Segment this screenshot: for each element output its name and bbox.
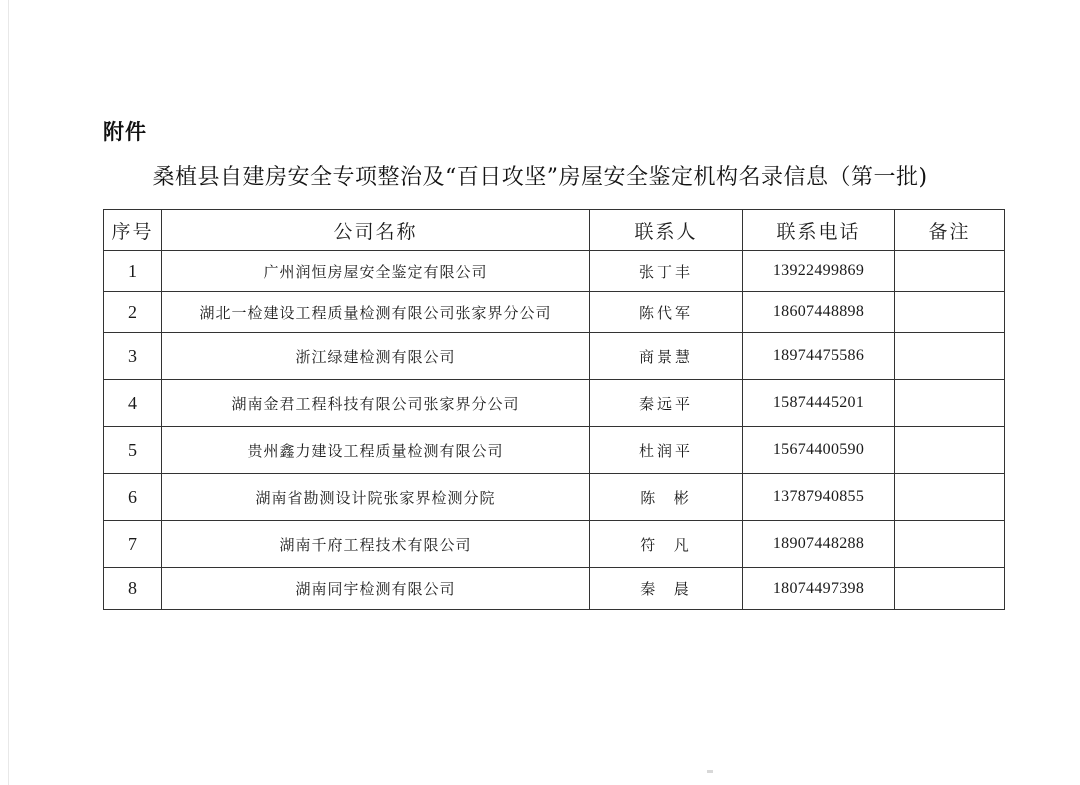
row-remark: [895, 380, 1005, 427]
agency-registry-table: [103, 209, 1005, 610]
table-row: [104, 251, 1005, 292]
row-contact: 张丁丰: [590, 251, 743, 292]
header-contact: 联系人: [590, 210, 743, 251]
row-seq: 8: [104, 568, 162, 610]
scan-edge-line: [8, 0, 9, 785]
row-phone: 18074497398: [743, 568, 895, 610]
table-row: [104, 474, 1005, 521]
header-phone: 联系电话: [743, 210, 895, 251]
row-company: 湖南同宇检测有限公司: [162, 568, 590, 610]
row-company: 广州润恒房屋安全鉴定有限公司: [162, 251, 590, 292]
row-company: 贵州鑫力建设工程质量检测有限公司: [162, 427, 590, 474]
header-seq: 序号: [104, 210, 162, 251]
row-remark: [895, 292, 1005, 333]
document-title: 桑植县自建房安全专项整治及“百日攻坚”房屋安全鉴定机构名录信息（第一批): [152, 165, 928, 190]
row-remark: [895, 251, 1005, 292]
row-phone: 18607448898: [743, 292, 895, 333]
row-seq: 7: [104, 521, 162, 568]
table-header-row: [104, 210, 1005, 251]
row-contact: 商景慧: [590, 333, 743, 380]
table-row: [104, 333, 1005, 380]
row-seq: 3: [104, 333, 162, 380]
scan-artifact: [707, 770, 713, 773]
row-remark: [895, 521, 1005, 568]
row-contact: 杜润平: [590, 427, 743, 474]
header-remark: 备注: [895, 210, 1005, 251]
row-seq: 6: [104, 474, 162, 521]
row-seq: 1: [104, 251, 162, 292]
row-phone: 18974475586: [743, 333, 895, 380]
table-row: [104, 521, 1005, 568]
row-company: 湖北一检建设工程质量检测有限公司张家界分公司: [162, 292, 590, 333]
row-phone: 13922499869: [743, 251, 895, 292]
row-remark: [895, 568, 1005, 610]
header-company: 公司名称: [162, 210, 590, 251]
row-contact: 符 凡: [590, 521, 743, 568]
row-phone: 15674400590: [743, 427, 895, 474]
table-row: [104, 427, 1005, 474]
row-seq: 5: [104, 427, 162, 474]
row-company: 浙江绿建检测有限公司: [162, 333, 590, 380]
row-phone: 15874445201: [743, 380, 895, 427]
row-contact: 秦远平: [590, 380, 743, 427]
annex-label: 附件: [103, 120, 147, 144]
row-contact: 陈 彬: [590, 474, 743, 521]
row-contact: 秦 晨: [590, 568, 743, 610]
row-phone: 13787940855: [743, 474, 895, 521]
row-remark: [895, 427, 1005, 474]
row-remark: [895, 474, 1005, 521]
table-row: [104, 380, 1005, 427]
row-contact: 陈代军: [590, 292, 743, 333]
row-company: 湖南千府工程技术有限公司: [162, 521, 590, 568]
row-remark: [895, 333, 1005, 380]
row-company: 湖南省勘测设计院张家界检测分院: [162, 474, 590, 521]
table-row: [104, 568, 1005, 610]
table-row: [104, 292, 1005, 333]
row-phone: 18907448288: [743, 521, 895, 568]
row-seq: 2: [104, 292, 162, 333]
row-seq: 4: [104, 380, 162, 427]
row-company: 湖南金君工程科技有限公司张家界分公司: [162, 380, 590, 427]
